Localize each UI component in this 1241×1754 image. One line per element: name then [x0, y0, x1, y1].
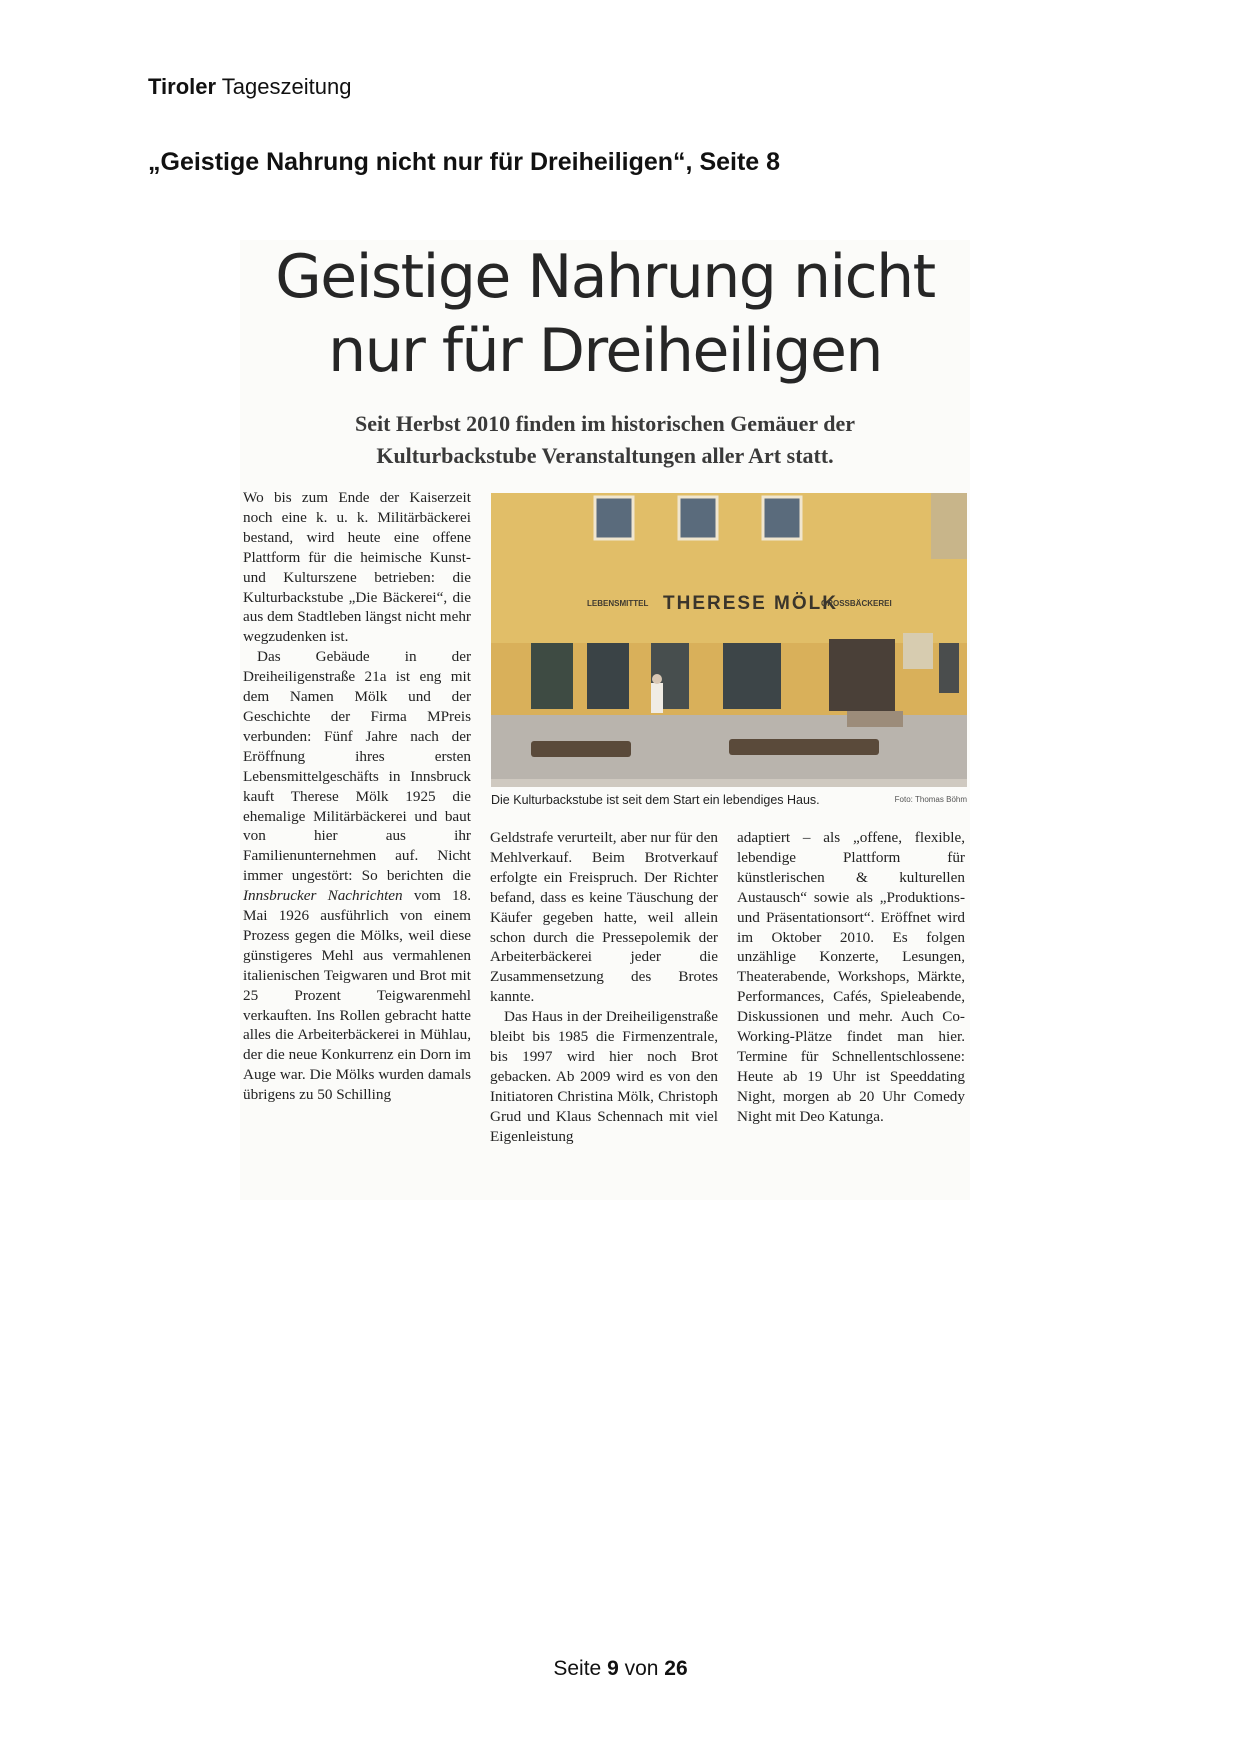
caption-text: Die Kulturbackstube ist seit dem Start ein lebendiges Haus.	[491, 793, 820, 807]
article-photo	[491, 493, 967, 787]
headline-line-1: Geistige Nahrung nicht	[275, 242, 935, 312]
paragraph: adaptiert – als „offene, flexible, lebendige Plattform für künstlerischen & kulturellen Austausch“ sowie als „Produktions- und Präsentationsort“. Eröffnet wird im Oktober 2010. Es folgen unzählige Konzerte, Lesungen, Theaterabende, Workshops, Märkte, Performances, Cafés, Spieleabende, Diskussionen und mehr. Auch Co-Working-Plätze findet man hier. Termine für Schnellentschlossene: Heute ab 19 Uhr ist Speeddating Night, morgen ab 20 Uhr Comedy Night mit Deo Katunga.	[737, 829, 965, 1125]
newspaper-title: Innsbrucker Nachrichten	[243, 887, 403, 905]
subheadline-line-1: Seit Herbst 2010 finden im historischen Gemäuer der	[354, 411, 856, 436]
sign-therese-moelk: THERESE MÖLK	[663, 593, 838, 614]
headline-line-2: nur für Dreiheiligen	[328, 316, 882, 386]
subheadline	[240, 408, 970, 472]
paragraph: Das Haus in der Dreiheiligenstraße bleibt bis 1985 die Firmenzentrale, bis 1997 wird hier noch Brot gebacken. Ab 2009 wird es von den Initiatoren Christina Mölk, Christoph Grud und Klaus Schennach mit viel Eigenleistung	[490, 1008, 718, 1145]
publication-name-bold: Tiroler	[148, 74, 217, 99]
photo-credit: Foto: Thomas Böhm	[894, 795, 967, 804]
article-column-3	[737, 828, 965, 1127]
paragraph: Wo bis zum Ende der Kaiserzeit noch eine k. u. k. Militärbäckerei bestand, wird heute eine offene Plattform für die heimische Kunst- und Kulturszene betrieben: die Kulturbackstube „Die Bäckerei“, die aus dem Stadtleben längst nicht mehr wegzudenken ist.	[243, 489, 471, 646]
current-page: 9	[607, 1657, 619, 1680]
publication-header	[148, 74, 351, 100]
article-column-2	[490, 828, 718, 1147]
building-photo	[491, 493, 967, 787]
article-column-1	[243, 488, 471, 1105]
sign-grossbaeckerei: GROSSBÄCKEREI	[821, 599, 892, 608]
page-number: Seite 9 von 26	[553, 1657, 688, 1680]
headline	[240, 240, 970, 388]
sign-lebensmittel: LEBENSMITTEL	[587, 599, 649, 608]
total-pages: 26	[664, 1657, 688, 1680]
photo-caption	[491, 793, 967, 807]
subheadline-line-2: Kulturbackstube Veranstaltungen aller Art statt.	[376, 443, 834, 468]
paragraph: Das Gebäude in der Dreiheiligenstraße 21a ist eng mit dem Namen Mölk und der Geschichte der Firma MPreis verbunden: Fünf Jahre nach der Eröffnung ihres ersten Lebensmittelgeschäfts in Innsbruck kauft Therese Mölk 1925 die ehemalige Militärbäckerei und baut von hier aus ihr Familienunternehmen auf. Nicht immer ungestört: So berichten die Innsbrucker Nachrichten vom 18. Mai 1926 ausführlich von einem Prozess gegen die Mölks, weil diese günstigeres Mehl aus vermahlenen italienischen Teigwaren und Brot mit 25 Prozent Teigwarenmehl verkauften. Ins Rollen gebracht hatte alles die Arbeiterbäckerei in Mühlau, der die neue Konkurrenz ein Dorn im Auge war. Die Mölks wurden damals übrigens zu 50 Schilling	[243, 648, 472, 1104]
paragraph: Geldstrafe verurteilt, aber nur für den Mehlverkauf. Beim Brotverkauf erfolgte ein Freispruch. Der Richter befand, dass es keine Täuschung der Käufer gegeben hatte, weil allein schon durch die Pressepolemik der Arbeiterbäckerei jeder die Zusammensetzung des Brotes kannte.	[490, 829, 718, 1006]
article-reference: „Geistige Nahrung nicht nur für Dreiheiligen“, Seite 8	[148, 148, 781, 176]
publication-name-rest: Tageszeitung	[221, 74, 352, 99]
newspaper-clipping	[240, 240, 970, 1200]
